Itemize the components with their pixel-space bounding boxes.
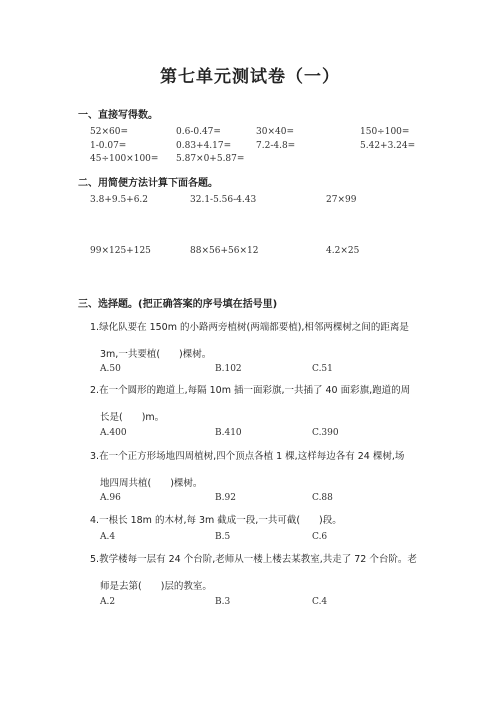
option: B.102 <box>215 364 242 374</box>
option: C.88 <box>312 493 333 503</box>
calc-item: 4.2×25 <box>326 246 360 256</box>
question-text: 1.绿化队要在 150m 的小路两旁植树(两端都要植),相邻两棵树之间的距离是 <box>90 322 409 333</box>
calc-item: 0.6-0.47= <box>176 127 221 137</box>
option: A.96 <box>100 493 121 503</box>
calc-item: 99×125+125 <box>90 246 151 256</box>
option: B.410 <box>215 428 242 438</box>
section-1-heading: 一、直接写得数。 <box>78 110 158 121</box>
question-text: 3.在一个正方形场地四周植树,四个顶点各植 1 棵,这样每边各有 24 棵树,场 <box>90 451 405 462</box>
option: B.3 <box>215 597 231 607</box>
option: B.5 <box>215 532 231 542</box>
calc-item: 52×60= <box>90 127 128 137</box>
option: C.6 <box>312 532 328 542</box>
question-text: 地四周共植( )棵树。 <box>100 478 203 489</box>
calc-item: 5.87×0+5.87= <box>176 154 245 164</box>
option: A.2 <box>100 597 116 607</box>
calc-item: 27×99 <box>326 195 357 205</box>
question-text: 5.教学楼每一层有 24 个台阶,老师从一楼上楼去某教室,共走了 72 个台阶。老 <box>90 554 417 565</box>
calc-item: 88×56+56×12 <box>190 246 259 256</box>
calc-item: 7.2-4.8= <box>256 141 296 151</box>
question-text: 4.一根长 18m 的木材,每 3m 截成一段,一共可截( )段。 <box>90 515 342 526</box>
option: C.390 <box>312 428 339 438</box>
option: C.51 <box>312 364 333 374</box>
option: A.4 <box>100 532 116 542</box>
section-2-heading: 二、用简便方法计算下面各题。 <box>78 178 218 189</box>
calc-item: 32.1-5.56-4.43 <box>190 195 257 205</box>
question-text: 师是去第( )层的教室。 <box>100 581 212 592</box>
question-text: 3m,一共要植( )棵树。 <box>100 349 212 360</box>
calc-item: 150÷100= <box>360 127 410 137</box>
option: C.4 <box>312 597 328 607</box>
calc-item: 1-0.07= <box>90 141 127 151</box>
question-text: 2.在一个圆形的跑道上,每隔 10m 插一面彩旗,一共插了 40 面彩旗,跑道的周 <box>90 385 411 396</box>
section-3-heading: 三、选择题。(把正确答案的序号填在括号里) <box>78 299 278 310</box>
calc-item: 45÷100×100= <box>90 154 159 164</box>
page-title: 第七单元测试卷（一） <box>160 67 340 87</box>
option: A.400 <box>100 428 127 438</box>
question-text: 长是( )m。 <box>100 412 165 423</box>
calc-item: 5.42+3.24= <box>360 141 416 151</box>
option: B.92 <box>215 493 236 503</box>
option: A.50 <box>100 364 121 374</box>
calc-item: 0.83+4.17= <box>176 141 232 151</box>
calc-item: 3.8+9.5+6.2 <box>90 195 149 205</box>
calc-item: 30×40= <box>256 127 294 137</box>
